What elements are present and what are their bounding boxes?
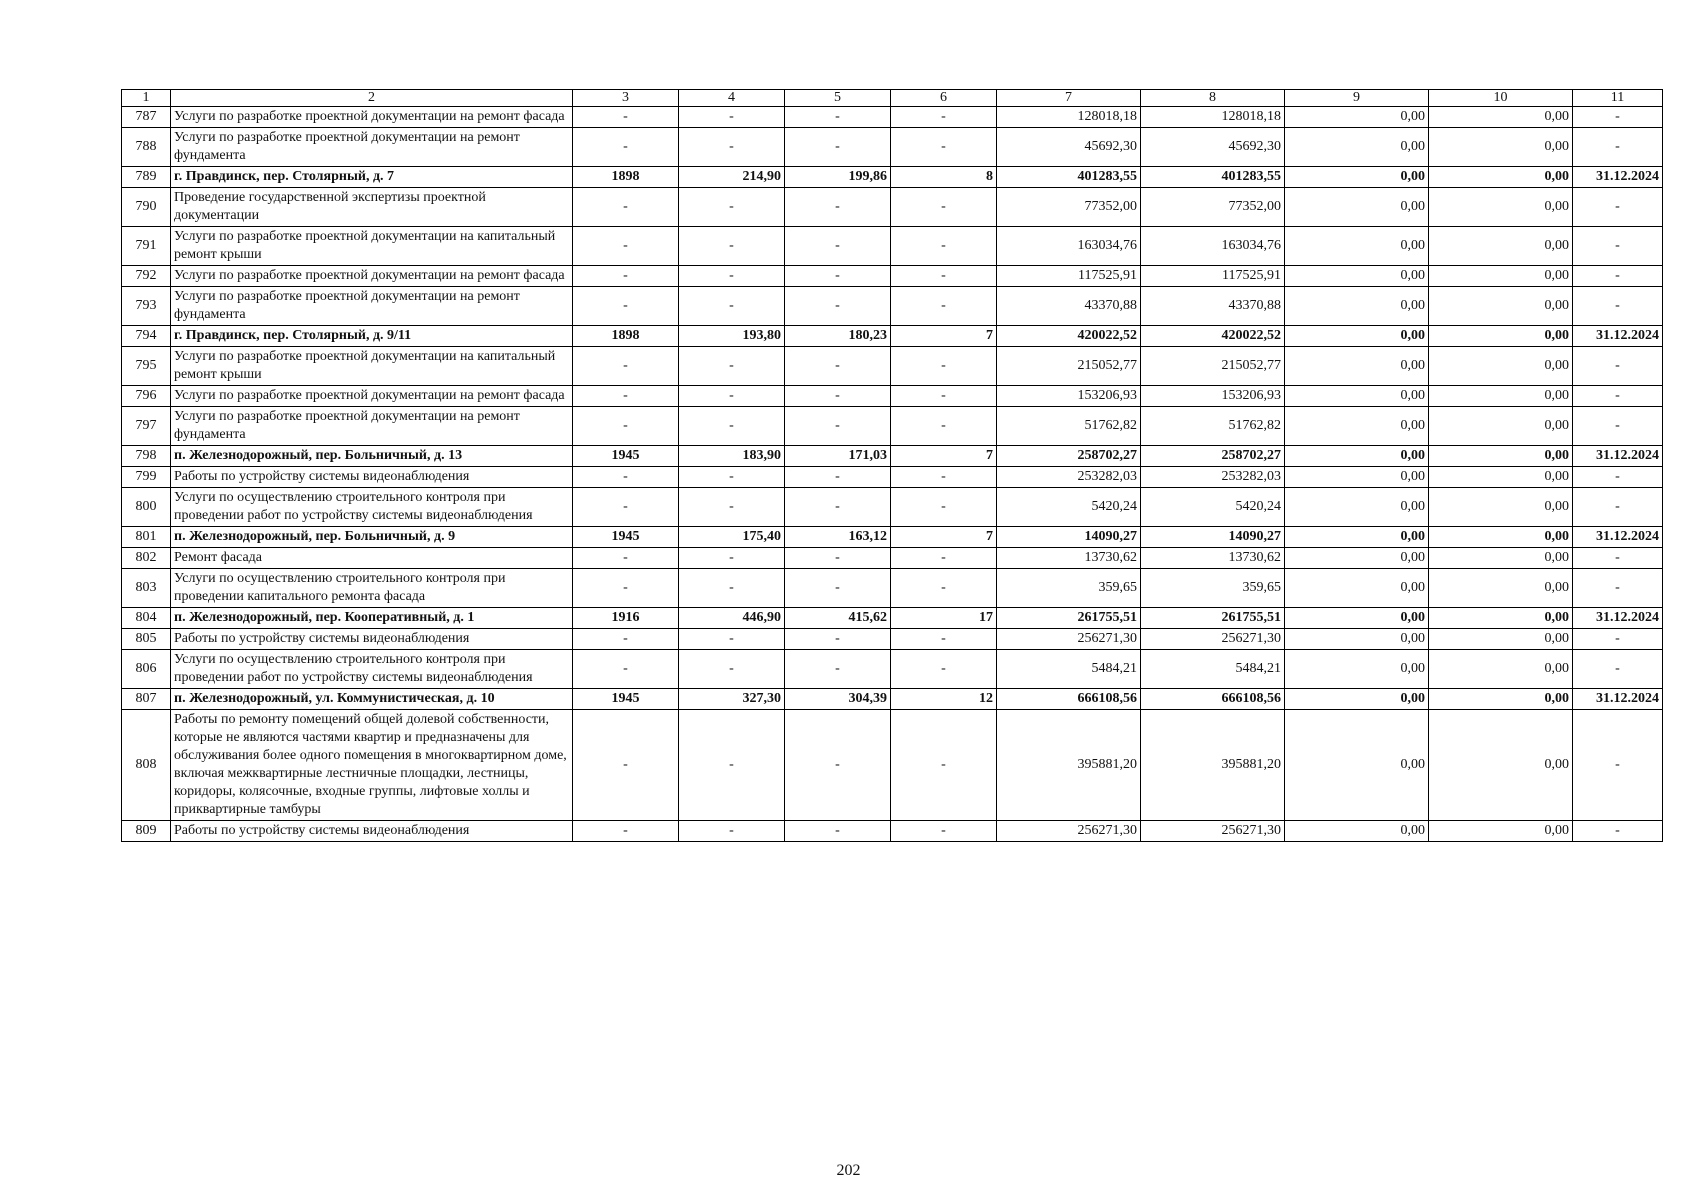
cost-owner-cell: 0,00 [1429,347,1573,386]
table-row [122,386,1663,407]
row-number: 803 [122,569,171,608]
cost-subsidy-cell: 0,00 [1285,569,1429,608]
cost-total-cell: 153206,93 [997,386,1141,407]
year-cell: - [573,467,679,488]
year-cell: - [573,227,679,266]
cost-subsidy-cell: 0,00 [1285,821,1429,842]
row-number: 802 [122,548,171,569]
residents-cell: - [891,467,997,488]
cost-fund-cell: 215052,77 [1141,347,1285,386]
page-number: 202 [836,1162,861,1179]
cost-total-cell: 253282,03 [997,467,1141,488]
cost-total-cell: 261755,51 [997,608,1141,629]
table-row [122,569,1663,608]
cost-total-cell: 256271,30 [997,629,1141,650]
cost-total-cell: 395881,20 [997,710,1141,821]
deadline-cell: - [1573,386,1663,407]
address-row [122,689,1663,710]
year-cell: 1945 [573,689,679,710]
area-total-cell: - [679,287,785,326]
table-row [122,407,1663,446]
year-cell: - [573,569,679,608]
table-row [122,467,1663,488]
area-living-cell: - [785,821,891,842]
area-total-cell: 214,90 [679,167,785,188]
work-name: Услуги по разработке проектной документации на ремонт фундамента [171,407,573,446]
residents-cell: - [891,287,997,326]
cost-subsidy-cell: 0,00 [1285,227,1429,266]
year-cell: - [573,188,679,227]
year-cell: - [573,386,679,407]
row-number: 807 [122,689,171,710]
area-total-cell: - [679,188,785,227]
cost-total-cell: 359,65 [997,569,1141,608]
cost-fund-cell: 51762,82 [1141,407,1285,446]
cost-owner-cell: 0,00 [1429,548,1573,569]
deadline-cell: 31.12.2024 [1573,446,1663,467]
area-living-cell: - [785,227,891,266]
table-body [122,90,1663,842]
residents-cell: 12 [891,689,997,710]
works-table [121,89,1663,842]
address-row [122,167,1663,188]
area-living-cell: - [785,107,891,128]
area-total-cell: - [679,629,785,650]
work-name: Услуги по разработке проектной документации на ремонт фасада [171,266,573,287]
cost-fund-cell: 128018,18 [1141,107,1285,128]
row-number: 800 [122,488,171,527]
year-cell: - [573,488,679,527]
column-header: 5 [785,90,891,107]
cost-subsidy-cell: 0,00 [1285,326,1429,347]
cost-owner-cell: 0,00 [1429,689,1573,710]
deadline-cell: - [1573,107,1663,128]
cost-fund-cell: 420022,52 [1141,326,1285,347]
deadline-cell: - [1573,467,1663,488]
column-number-row [122,90,1663,107]
deadline-cell: - [1573,821,1663,842]
cost-fund-cell: 13730,62 [1141,548,1285,569]
work-name: п. Железнодорожный, пер. Больничный, д. 13 [171,446,573,467]
cost-subsidy-cell: 0,00 [1285,347,1429,386]
area-living-cell: - [785,569,891,608]
year-cell: 1945 [573,527,679,548]
deadline-cell: - [1573,569,1663,608]
residents-cell: - [891,227,997,266]
area-living-cell: - [785,266,891,287]
table-row [122,629,1663,650]
deadline-cell: 31.12.2024 [1573,527,1663,548]
cost-fund-cell: 253282,03 [1141,467,1285,488]
row-number: 791 [122,227,171,266]
cost-total-cell: 258702,27 [997,446,1141,467]
area-living-cell: - [785,548,891,569]
row-number: 799 [122,467,171,488]
area-total-cell: - [679,227,785,266]
table-row [122,227,1663,266]
area-total-cell: - [679,107,785,128]
residents-cell: - [891,107,997,128]
cost-owner-cell: 0,00 [1429,407,1573,446]
cost-fund-cell: 256271,30 [1141,629,1285,650]
row-number: 789 [122,167,171,188]
table-row [122,650,1663,689]
cost-subsidy-cell: 0,00 [1285,629,1429,650]
work-name: Услуги по осуществлению строительного контроля при проведении работ по устройству системы видеонаблюдения [171,650,573,689]
deadline-cell: 31.12.2024 [1573,326,1663,347]
cost-fund-cell: 359,65 [1141,569,1285,608]
residents-cell: - [891,407,997,446]
column-header: 4 [679,90,785,107]
cost-total-cell: 215052,77 [997,347,1141,386]
deadline-cell: 31.12.2024 [1573,608,1663,629]
area-total-cell: - [679,710,785,821]
year-cell: - [573,650,679,689]
deadline-cell: - [1573,548,1663,569]
column-header: 11 [1573,90,1663,107]
cost-subsidy-cell: 0,00 [1285,287,1429,326]
area-total-cell: - [679,347,785,386]
cost-total-cell: 43370,88 [997,287,1141,326]
cost-owner-cell: 0,00 [1429,488,1573,527]
residents-cell: 7 [891,326,997,347]
row-number: 801 [122,527,171,548]
cost-subsidy-cell: 0,00 [1285,650,1429,689]
work-name: Услуги по осуществлению строительного контроля при проведении капитального ремонта фасада [171,569,573,608]
area-total-cell: - [679,407,785,446]
cost-fund-cell: 401283,55 [1141,167,1285,188]
row-number: 795 [122,347,171,386]
residents-cell: - [891,266,997,287]
work-name: Проведение государственной экспертизы проектной документации [171,188,573,227]
cost-subsidy-cell: 0,00 [1285,608,1429,629]
cost-total-cell: 14090,27 [997,527,1141,548]
work-name: п. Железнодорожный, пер. Кооперативный, д. 1 [171,608,573,629]
work-name: Услуги по разработке проектной документации на ремонт фундамента [171,287,573,326]
address-row [122,326,1663,347]
cost-fund-cell: 45692,30 [1141,128,1285,167]
area-total-cell: - [679,266,785,287]
work-name: Работы по устройству системы видеонаблюдения [171,629,573,650]
residents-cell: - [891,188,997,227]
deadline-cell: - [1573,629,1663,650]
area-total-cell: - [679,467,785,488]
table-row [122,287,1663,326]
row-number: 806 [122,650,171,689]
column-header: 10 [1429,90,1573,107]
cost-total-cell: 13730,62 [997,548,1141,569]
row-number: 808 [122,710,171,821]
residents-cell: - [891,650,997,689]
cost-subsidy-cell: 0,00 [1285,527,1429,548]
cost-owner-cell: 0,00 [1429,710,1573,821]
work-name: г. Правдинск, пер. Столярный, д. 9/11 [171,326,573,347]
row-number: 793 [122,287,171,326]
cost-fund-cell: 261755,51 [1141,608,1285,629]
row-number: 809 [122,821,171,842]
cost-total-cell: 666108,56 [997,689,1141,710]
year-cell: - [573,548,679,569]
work-name: п. Железнодорожный, ул. Коммунистическая, д. 10 [171,689,573,710]
cost-fund-cell: 77352,00 [1141,188,1285,227]
area-living-cell: - [785,650,891,689]
row-number: 788 [122,128,171,167]
address-row [122,527,1663,548]
column-header: 6 [891,90,997,107]
address-row [122,446,1663,467]
cost-fund-cell: 5484,21 [1141,650,1285,689]
column-header: 9 [1285,90,1429,107]
deadline-cell: 31.12.2024 [1573,689,1663,710]
area-living-cell: - [785,407,891,446]
work-name: Услуги по разработке проектной документации на капитальный ремонт крыши [171,227,573,266]
cost-owner-cell: 0,00 [1429,266,1573,287]
table-row [122,710,1663,821]
cost-owner-cell: 0,00 [1429,608,1573,629]
cost-owner-cell: 0,00 [1429,188,1573,227]
row-number: 805 [122,629,171,650]
deadline-cell: - [1573,128,1663,167]
area-total-cell: - [679,569,785,608]
cost-total-cell: 256271,30 [997,821,1141,842]
area-total-cell: 183,90 [679,446,785,467]
year-cell: 1898 [573,167,679,188]
cost-owner-cell: 0,00 [1429,467,1573,488]
year-cell: - [573,107,679,128]
year-cell: - [573,287,679,326]
area-total-cell: 327,30 [679,689,785,710]
cost-fund-cell: 258702,27 [1141,446,1285,467]
cost-subsidy-cell: 0,00 [1285,446,1429,467]
cost-total-cell: 5484,21 [997,650,1141,689]
area-living-cell: - [785,347,891,386]
cost-owner-cell: 0,00 [1429,167,1573,188]
residents-cell: 17 [891,608,997,629]
cost-owner-cell: 0,00 [1429,386,1573,407]
area-total-cell: - [679,548,785,569]
area-total-cell: 175,40 [679,527,785,548]
cost-total-cell: 77352,00 [997,188,1141,227]
table-row [122,347,1663,386]
cost-fund-cell: 666108,56 [1141,689,1285,710]
column-header: 3 [573,90,679,107]
year-cell: - [573,710,679,821]
residents-cell: - [891,488,997,527]
deadline-cell: - [1573,188,1663,227]
cost-owner-cell: 0,00 [1429,446,1573,467]
cost-subsidy-cell: 0,00 [1285,188,1429,227]
cost-total-cell: 45692,30 [997,128,1141,167]
cost-fund-cell: 395881,20 [1141,710,1285,821]
cost-subsidy-cell: 0,00 [1285,167,1429,188]
row-number: 804 [122,608,171,629]
area-total-cell: - [679,128,785,167]
cost-total-cell: 401283,55 [997,167,1141,188]
work-name: Работы по устройству системы видеонаблюдения [171,821,573,842]
table-row [122,821,1663,842]
residents-cell: 7 [891,527,997,548]
year-cell: - [573,629,679,650]
residents-cell: - [891,569,997,608]
area-total-cell: 193,80 [679,326,785,347]
deadline-cell: - [1573,488,1663,527]
row-number: 790 [122,188,171,227]
area-living-cell: - [785,287,891,326]
work-name: Услуги по разработке проектной документации на ремонт фасада [171,386,573,407]
area-living-cell: 163,12 [785,527,891,548]
residents-cell: - [891,548,997,569]
area-total-cell: 446,90 [679,608,785,629]
row-number: 797 [122,407,171,446]
residents-cell: - [891,821,997,842]
cost-fund-cell: 43370,88 [1141,287,1285,326]
residents-cell: - [891,386,997,407]
row-number: 787 [122,107,171,128]
cost-total-cell: 51762,82 [997,407,1141,446]
cost-fund-cell: 163034,76 [1141,227,1285,266]
work-name: Услуги по разработке проектной документации на ремонт фасада [171,107,573,128]
deadline-cell: - [1573,650,1663,689]
address-row [122,608,1663,629]
residents-cell: - [891,347,997,386]
cost-fund-cell: 256271,30 [1141,821,1285,842]
table-row [122,548,1663,569]
cost-subsidy-cell: 0,00 [1285,266,1429,287]
column-header: 1 [122,90,171,107]
year-cell: - [573,128,679,167]
year-cell: 1945 [573,446,679,467]
cost-owner-cell: 0,00 [1429,569,1573,608]
work-name: Работы по устройству системы видеонаблюдения [171,467,573,488]
work-name: Работы по ремонту помещений общей долевой собственности, которые не являются частями квартир и предназначены для обслуживания более одного помещения в многоквартирном доме, включая межквартирные лестничные площадки, лестницы, коридоры, колясочные, входные группы, лифтовые холлы и приквартирные тамбуры [171,710,573,821]
deadline-cell: - [1573,710,1663,821]
cost-owner-cell: 0,00 [1429,107,1573,128]
deadline-cell: - [1573,266,1663,287]
cost-fund-cell: 117525,91 [1141,266,1285,287]
cost-owner-cell: 0,00 [1429,227,1573,266]
cost-subsidy-cell: 0,00 [1285,107,1429,128]
residents-cell: - [891,710,997,821]
cost-subsidy-cell: 0,00 [1285,710,1429,821]
residents-cell: - [891,128,997,167]
area-living-cell: - [785,386,891,407]
residents-cell: - [891,629,997,650]
row-number: 794 [122,326,171,347]
area-living-cell: 415,62 [785,608,891,629]
year-cell: - [573,407,679,446]
residents-cell: 7 [891,446,997,467]
deadline-cell: - [1573,227,1663,266]
year-cell: 1898 [573,326,679,347]
cost-subsidy-cell: 0,00 [1285,689,1429,710]
cost-owner-cell: 0,00 [1429,128,1573,167]
cost-subsidy-cell: 0,00 [1285,488,1429,527]
work-name: Услуги по разработке проектной документации на капитальный ремонт крыши [171,347,573,386]
table-row [122,266,1663,287]
cost-subsidy-cell: 0,00 [1285,548,1429,569]
table-row [122,488,1663,527]
area-living-cell: - [785,488,891,527]
area-living-cell: - [785,629,891,650]
cost-total-cell: 420022,52 [997,326,1141,347]
table-row [122,107,1663,128]
area-total-cell: - [679,488,785,527]
residents-cell: 8 [891,167,997,188]
cost-owner-cell: 0,00 [1429,650,1573,689]
column-header: 7 [997,90,1141,107]
area-living-cell: 304,39 [785,689,891,710]
cost-fund-cell: 153206,93 [1141,386,1285,407]
work-name: Услуги по разработке проектной документации на ремонт фундамента [171,128,573,167]
area-total-cell: - [679,650,785,689]
area-living-cell: - [785,128,891,167]
table-row [122,128,1663,167]
deadline-cell: - [1573,407,1663,446]
cost-owner-cell: 0,00 [1429,287,1573,326]
column-header: 2 [171,90,573,107]
year-cell: 1916 [573,608,679,629]
year-cell: - [573,266,679,287]
area-living-cell: 171,03 [785,446,891,467]
cost-total-cell: 128018,18 [997,107,1141,128]
area-living-cell: - [785,467,891,488]
column-header: 8 [1141,90,1285,107]
area-living-cell: 199,86 [785,167,891,188]
cost-subsidy-cell: 0,00 [1285,128,1429,167]
year-cell: - [573,347,679,386]
deadline-cell: - [1573,287,1663,326]
cost-owner-cell: 0,00 [1429,326,1573,347]
area-living-cell: - [785,188,891,227]
cost-subsidy-cell: 0,00 [1285,407,1429,446]
cost-owner-cell: 0,00 [1429,821,1573,842]
work-name: Услуги по осуществлению строительного контроля при проведении работ по устройству системы видеонаблюдения [171,488,573,527]
year-cell: - [573,821,679,842]
deadline-cell: - [1573,347,1663,386]
cost-total-cell: 117525,91 [997,266,1141,287]
cost-total-cell: 5420,24 [997,488,1141,527]
row-number: 792 [122,266,171,287]
cost-owner-cell: 0,00 [1429,527,1573,548]
area-living-cell: 180,23 [785,326,891,347]
row-number: 796 [122,386,171,407]
table-row [122,188,1663,227]
area-total-cell: - [679,386,785,407]
area-living-cell: - [785,710,891,821]
cost-owner-cell: 0,00 [1429,629,1573,650]
work-name: п. Железнодорожный, пер. Больничный, д. 9 [171,527,573,548]
work-name: г. Правдинск, пер. Столярный, д. 7 [171,167,573,188]
area-total-cell: - [679,821,785,842]
cost-subsidy-cell: 0,00 [1285,467,1429,488]
work-name: Ремонт фасада [171,548,573,569]
row-number: 798 [122,446,171,467]
cost-subsidy-cell: 0,00 [1285,386,1429,407]
cost-fund-cell: 14090,27 [1141,527,1285,548]
deadline-cell: 31.12.2024 [1573,167,1663,188]
cost-fund-cell: 5420,24 [1141,488,1285,527]
cost-total-cell: 163034,76 [997,227,1141,266]
